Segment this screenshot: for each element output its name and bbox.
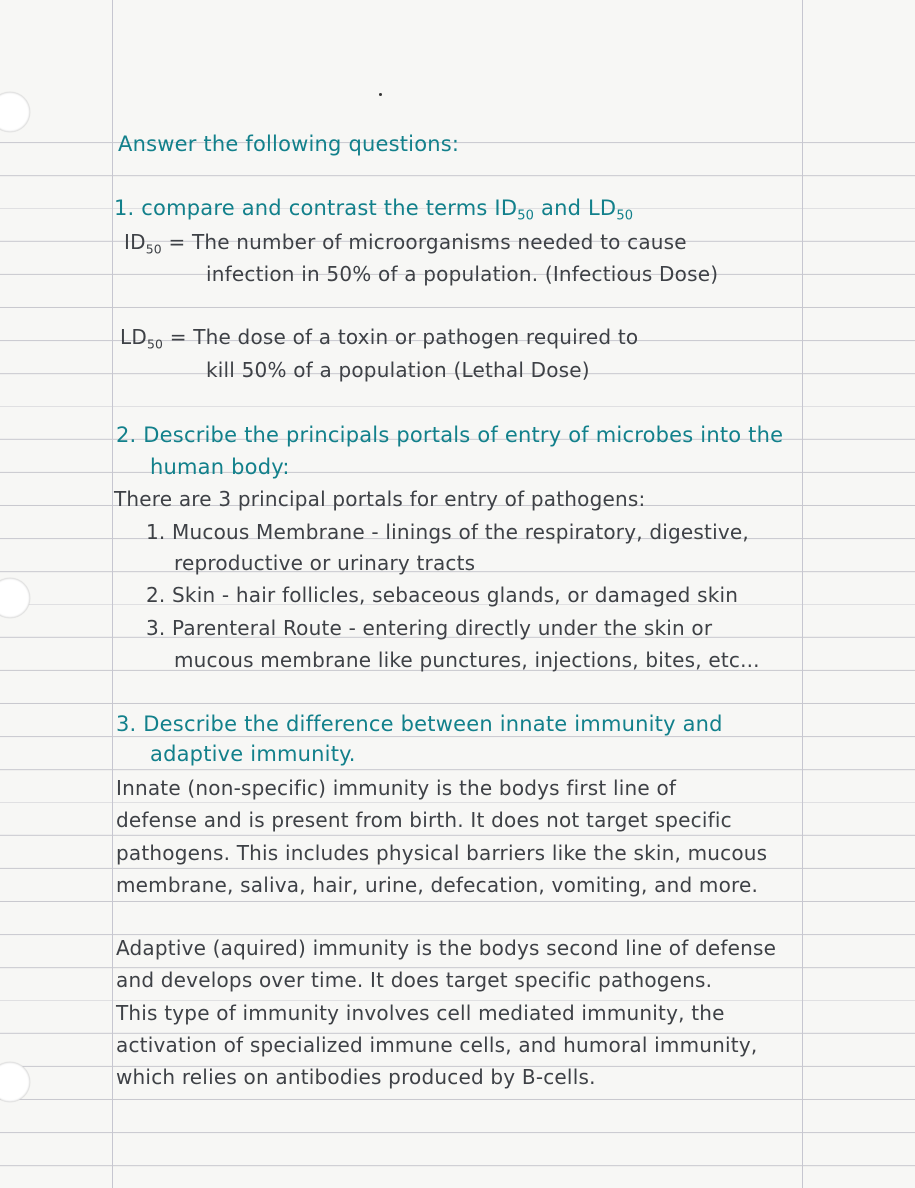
question-1-prompt xyxy=(114,198,633,223)
adaptive-immunity-line-5: which relies on antibodies produced by B-cells. xyxy=(116,1065,596,1089)
innate-immunity-line-1: Innate (non-specific) immunity is the bodys first line of xyxy=(116,776,677,800)
ink-dot xyxy=(379,93,382,96)
question-2-prompt-line-1: 2. Describe the principals portals of entry of microbes into the xyxy=(116,423,784,447)
right-margin-line xyxy=(802,0,803,1188)
id50-definition-line-2: infection in 50% of a population. (Infectious Dose) xyxy=(206,262,719,286)
portal-item-1-line-2: reproductive or urinary tracts xyxy=(174,551,476,575)
id50-subscript: 50 xyxy=(145,241,162,257)
id50-def-text-1: = The number of microorganisms needed to cause xyxy=(168,230,687,254)
adaptive-immunity-line-4: activation of specialized immune cells, and humoral immunity, xyxy=(116,1033,758,1057)
adaptive-immunity-line-3: This type of immunity involves cell mediated immunity, the xyxy=(116,1001,725,1025)
portal-item-3-line-2: mucous membrane like punctures, injections, bites, etc... xyxy=(174,648,760,672)
question-2-prompt-line-2: human body: xyxy=(150,455,290,479)
portals-intro: There are 3 principal portals for entry of pathogens: xyxy=(114,487,646,511)
portal-item-2: 2. Skin - hair follicles, sebaceous glands, or damaged skin xyxy=(146,583,739,607)
binder-hole-middle xyxy=(0,578,30,618)
ld50-subscript: 50 xyxy=(146,336,164,352)
adaptive-immunity-line-1: Adaptive (aquired) immunity is the bodys second line of defense xyxy=(116,936,777,960)
id50-term: ID xyxy=(124,230,146,254)
binder-hole-bottom xyxy=(0,1062,30,1102)
innate-immunity-line-2: defense and is present from birth. It does not target specific xyxy=(116,808,732,832)
id50-definition-line-1 xyxy=(124,232,687,256)
question-1-subscript-a: 50 xyxy=(517,208,535,224)
left-margin-line xyxy=(112,0,113,1188)
ld50-definition-line-2: kill 50% of a population (Lethal Dose) xyxy=(206,358,590,382)
portal-item-3-line-1: 3. Parenteral Route - entering directly under the skin or xyxy=(146,616,713,640)
question-1-subscript-b: 50 xyxy=(616,208,634,224)
innate-immunity-line-4: membrane, saliva, hair, urine, defecation, vomiting, and more. xyxy=(116,873,759,897)
innate-immunity-line-3: pathogens. This includes physical barriers like the skin, mucous xyxy=(116,841,768,865)
ld50-def-text-1: = The dose of a toxin or pathogen required to xyxy=(169,325,639,349)
paper-top-margin xyxy=(0,0,915,138)
worksheet-heading: Answer the following questions: xyxy=(118,132,460,156)
question-1-text-a: 1. compare and contrast the terms ID xyxy=(114,196,518,220)
portal-item-1-line-1: 1. Mucous Membrane - linings of the respiratory, digestive, xyxy=(146,520,749,544)
ld50-definition-line-1 xyxy=(120,327,638,351)
question-3-prompt-line-2: adaptive immunity. xyxy=(150,742,356,766)
question-3-prompt-line-1: 3. Describe the difference between innate immunity and xyxy=(116,712,723,736)
ld50-term: LD xyxy=(120,325,147,349)
adaptive-immunity-line-2: and develops over time. It does target specific pathogens. xyxy=(116,968,713,992)
question-1-text-b: and LD xyxy=(534,196,617,220)
